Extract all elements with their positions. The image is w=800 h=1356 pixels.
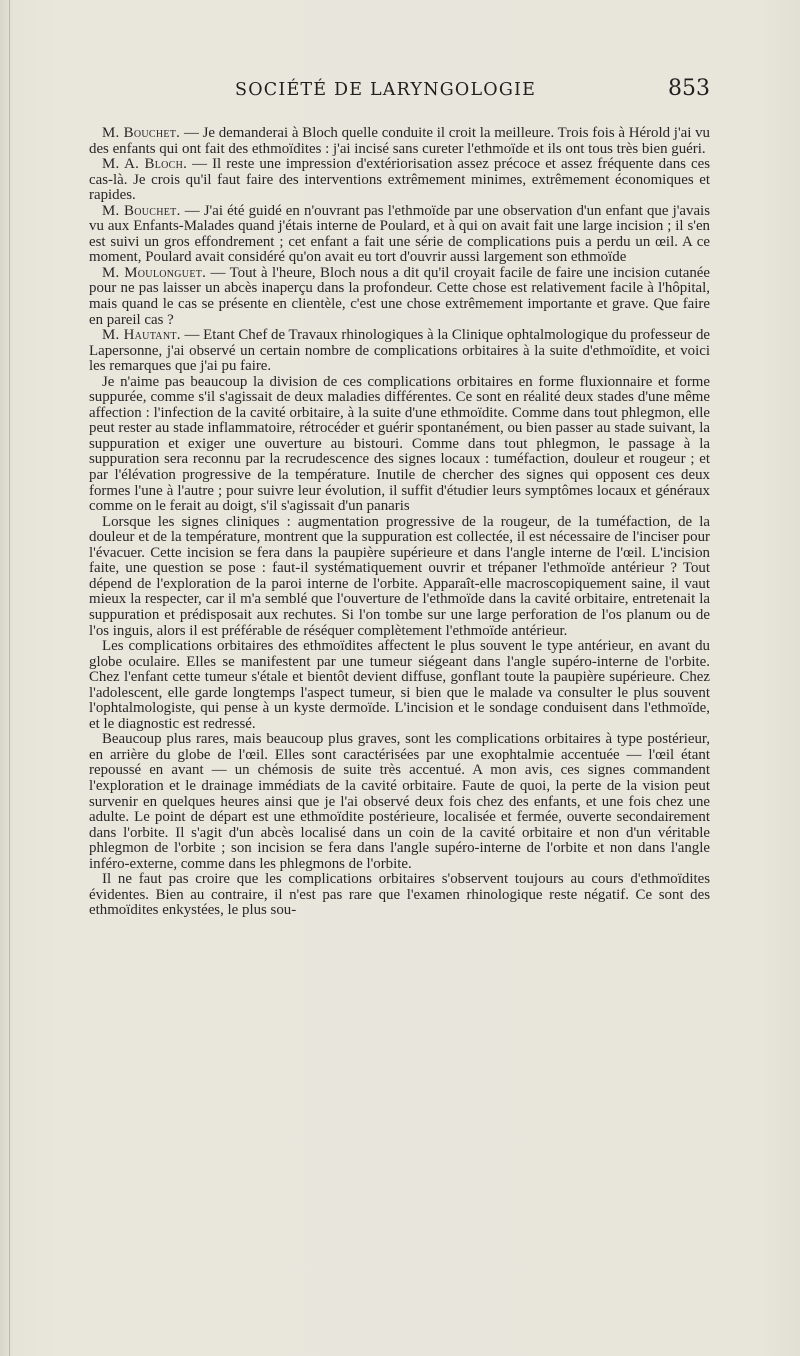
paragraph-text: Lorsque les signes cliniques : augmentation progressive de la rougeur, de la tuméfaction, de la douleur et de la température, montrent que la suppuration est collectée, il est nécessaire de l'inciser pour l'évacuer. Cette incision se fera dans la paupière supérieure et dans l'angle interne de l'œil. L'incision faite, une question se pose : faut-il systématiquement ouvrir et trépaner l'ethmoïde antérieur ? Tout dépend de l'exploration de la paroi interne de l'orbite. Apparaît-elle macroscopiquement saine, il vaut mieux la respecter, car il m'a semblé que l'ouverture de l'ethmoïde dans la cavité orbitaire, entretenait la suppuration et prédisposait aux rechutes. Si l'on tombe sur une large perforation de l'os planum ou de l'os inguis, alors il est préférable de réséquer complètement l'ethmoïde antérieur. bbox=[89, 513, 710, 639]
paragraph bbox=[89, 639, 710, 732]
running-header bbox=[90, 76, 710, 110]
paragraph bbox=[89, 515, 710, 639]
paragraph-text: — J'ai été guidé en n'ouvrant pas l'ethmoïde par une observation d'un enfant que j'avais vu aux Enfants-Malades quand j'étais interne de Poulard, et à qui on avait fait une large incision ; il s'en est suivi un gros effondrement ; cet enfant a fait une série de complications puis a perdu un œil. A ce moment, Poulard avait considéré qu'on avait eu tort d'ouvrir aussi largement son ethmoïde bbox=[89, 202, 710, 266]
speaker-name: M. Bouchet. bbox=[102, 202, 181, 219]
paragraph bbox=[89, 872, 710, 919]
speaker-name: M. Moulonguet. bbox=[102, 264, 207, 281]
speaker-name: M. Bouchet. bbox=[102, 125, 181, 141]
paragraph bbox=[89, 328, 710, 375]
paragraph-text: — Tout à l'heure, Bloch nous a dit qu'il croyait facile de faire une incision cutanée pour ne pas laisser un abcès inaperçu dans la profondeur. Cette chose est relativement facile à l'hôpital, mais quand le cas se présente en clientèle, c'est une chose extrêmement importante et grave. Que faire en pareil cas ? bbox=[89, 264, 710, 328]
paragraph-text: Je n'aime pas beaucoup la division de ces complications orbitaires en forme fluxionnaire et forme suppurée, comme s'il s'agissait de deux maladies différentes. Ce sont en réalité deux stades d'une même affection : l'infection de la cavité orbitaire, à la suite d'une ethmoïdite. Comme dans tout phlegmon, elle peut rester au stade inflammatoire, rétrocéder et guérir spontanément, ou bien passer au stade suivant, la suppuration et exiger une ouverture au bistouri. Comme dans tout phlegmon, le passage à la suppuration sera reconnu par la recrudescence des signes locaux : tuméfaction, douleur et rougeur ; et par l'élévation progressive de la température. Inutile de chercher des signes qui opposent ces deux formes l'une à l'autre ; pour suivre leur évolution, il suffit d'étudier leurs symptômes locaux et généraux comme on le ferait au doigt, s'il s'agissait d'un panaris bbox=[89, 373, 710, 515]
paragraph-text: — Il reste une impression d'extériorisation assez précoce et assez fréquente dans ces cas-là. Je crois qu'il faut faire des interventions extrêmement minimes, extrêmement économiques et rapides. bbox=[89, 156, 710, 204]
paragraph-text: Les complications orbitaires des ethmoïdites affectent le plus souvent le type antérieur, en avant du globe oculaire. Elles se manifestent par une tumeur siégeant dans l'angle supéro-interne de l'orbite. Chez l'enfant cette tumeur s'étale et bientôt devient diffuse, gonflant toute la paupière supérieure. Chez l'adolescent, elle garde longtemps l'aspect tumeur, si bien que le malade va consulter le plus souvent l'ophtalmologiste, qui pense à un kyste dermoïde. L'incision et le sondage conduisent dans l'ethmoïde, et le diagnostic est redressé. bbox=[89, 638, 710, 732]
body-text bbox=[89, 126, 710, 919]
speaker-name: M. A. Bloch. bbox=[102, 156, 188, 173]
paragraph bbox=[89, 266, 710, 328]
page-edge-line bbox=[9, 0, 10, 1356]
running-title: SOCIÉTÉ DE LARYNGOLOGIE bbox=[235, 80, 537, 100]
paragraph-text: Beaucoup plus rares, mais beaucoup plus graves, sont les complications orbitaires à type postérieur, en arrière du globe de l'œil. Elles sont caractérisées par une exophtalmie accentuée — l'œil étant repoussé en avant — un chémosis de suite très accentué. A mon avis, ces signes commandent l'exploration et le drainage immédiats de la cavité orbitaire. Faute de quoi, la perte de la vision peut survenir en quelques heures ainsi que je l'ai observé deux fois chez des enfants, et une fois chez une adulte. Le point de départ est une ethmoïdite postérieure, localisée et fermée, ouverte secondairement dans l'orbite. Il s'agit d'un abcès localisé dans un coin de la cavité orbitaire et non d'un véritable phlegmon de l'orbite ; son incision se fera dans l'angle supéro-interne de l'orbite et non dans l'angle inféro-externe, comme dans les phlegmons de l'orbite. bbox=[89, 731, 710, 872]
paragraph bbox=[89, 157, 710, 204]
paragraph bbox=[89, 204, 710, 266]
paragraph-text: — Etant Chef de Travaux rhinologiques à la Clinique ophtalmologique du professeur de Lapersonne, j'ai observé un certain nombre de complications orbitaires à la suite d'ethmoïdite, et voici les remarques que j'ai pu faire. bbox=[89, 327, 711, 375]
paragraph bbox=[89, 375, 710, 515]
paragraph-text: — Je demanderai à Bloch quelle conduite il croit la meilleure. Trois fois à Hérold j'ai vu des enfants qui ont fait des ethmoïdites : j'ai incisé sans cureter l'ethmoïde et ils ont tous très bien guéri. bbox=[89, 125, 710, 157]
paragraph bbox=[89, 126, 710, 157]
page-number: 853 bbox=[668, 76, 710, 101]
paragraph bbox=[89, 732, 710, 872]
speaker-name: M. Hautant. bbox=[102, 327, 181, 344]
paragraph-text: Il ne faut pas croire que les complications orbitaires s'observent toujours au cours d'ethmoïdites évidentes. Bien au contraire, il n'est pas rare que l'examen rhinologique reste négatif. Ce sont des ethmoïdites enkystées, le plus sou- bbox=[89, 871, 710, 919]
